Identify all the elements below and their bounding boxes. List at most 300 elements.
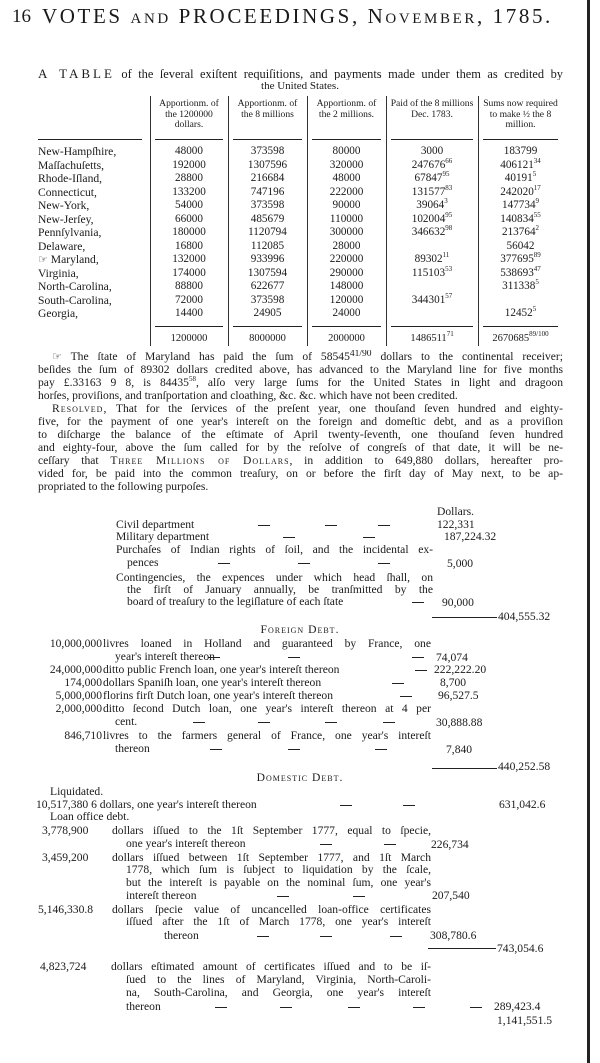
dollars-heading: Dollars. xyxy=(437,505,475,518)
table-cell xyxy=(150,199,228,212)
foreign-qty: 174,000 xyxy=(64,676,102,689)
table-cell xyxy=(386,253,478,266)
table-cell xyxy=(150,186,228,199)
table-cell xyxy=(478,226,563,239)
domestic-item-text: one year's intereſt thereon xyxy=(126,837,246,850)
state-label: Rhode-Iſland, xyxy=(38,172,103,185)
note-line-3 xyxy=(38,376,563,389)
cell-value: 3000 xyxy=(420,145,444,157)
table-title xyxy=(38,67,563,80)
table-cell xyxy=(228,307,307,320)
state-name xyxy=(38,145,116,158)
note-line-2: beſides the ſum of 89302 dollars credited above, has advanced to the Maryland line for five months xyxy=(38,363,563,376)
cell-value: 88800 xyxy=(175,280,203,292)
table-cell xyxy=(478,307,563,320)
cell-value: 39064 xyxy=(416,199,445,211)
cell-value: 131577 xyxy=(411,185,446,198)
table-cell xyxy=(150,145,228,158)
cell-value: 242020 xyxy=(500,185,534,198)
cell-value: 222000 xyxy=(329,185,364,198)
cell-value: 311338 xyxy=(502,280,536,292)
resolved-lead: Resolved, xyxy=(52,402,108,415)
cell-superscript: 89 xyxy=(533,251,541,259)
table-total xyxy=(150,332,228,345)
sum-rule xyxy=(432,617,497,618)
cell-value: 346632 xyxy=(411,226,446,238)
leader-dash xyxy=(325,525,337,526)
cell-value: 90000 xyxy=(332,199,361,211)
total-rule xyxy=(391,326,473,327)
resolve-line-7: propriated to the following purpoſes. xyxy=(38,480,209,493)
cell-superscript: 95 xyxy=(445,210,453,219)
table-cell xyxy=(386,291,478,307)
cell-value: 133200 xyxy=(172,185,206,198)
cell-value: 1200000 xyxy=(170,333,208,344)
pointing-hand-icon: ☞ xyxy=(52,350,62,363)
leader-dash xyxy=(208,657,220,658)
cell-superscript: 34 xyxy=(533,156,541,165)
foreign-item-text: livres loaned in Holland and guaranteed by France, one xyxy=(103,637,431,650)
cell-value: 24905 xyxy=(253,307,282,319)
indian-rights-line-2: pences xyxy=(127,556,159,569)
leader-dash xyxy=(353,896,365,897)
header-rule xyxy=(38,139,142,140)
domestic-amount: 289,423.4 xyxy=(494,1000,541,1013)
table-cell xyxy=(307,159,386,172)
cell-value: 377695 xyxy=(500,253,534,265)
table-cell xyxy=(386,183,478,199)
cell-value: 183799 xyxy=(503,145,538,157)
table-cell xyxy=(307,307,386,320)
cell-superscript: 89/100 xyxy=(529,330,549,338)
state-name xyxy=(38,294,112,307)
sum-rule xyxy=(428,948,496,949)
state-label: Georgia, xyxy=(38,307,79,320)
table-cell xyxy=(307,199,386,212)
domestic-item-text: dollars ſpecie value of uncancelled loan-office certificates xyxy=(112,903,431,916)
domestic-amount: 207,540 xyxy=(432,889,470,902)
table-cell xyxy=(478,145,563,158)
domestic-item-text: dollars iſſued to the 1ſt September 1777, equal to ſpecie, xyxy=(112,824,431,837)
table-cell xyxy=(150,159,228,172)
cell-value: 220000 xyxy=(329,253,364,265)
header-rule xyxy=(312,139,381,140)
foreign-amount: 74,074 xyxy=(436,651,468,664)
cell-value: 1307596 xyxy=(247,158,288,171)
domestic-qty: 5,146,330.8 xyxy=(38,903,94,916)
table-cell xyxy=(386,226,478,239)
cell-value: 12452 xyxy=(504,307,533,319)
table-cell xyxy=(150,240,228,253)
cell-value: 16800 xyxy=(175,239,203,252)
cell-value: 485679 xyxy=(250,212,285,225)
leader-dash xyxy=(378,525,390,526)
domestic-qty: 3,459,200 xyxy=(42,851,89,864)
leader-dash xyxy=(258,525,270,526)
leader-dash xyxy=(412,657,424,658)
contingencies-line-1: Contingencies, the expences under which head ſhall, on xyxy=(116,571,433,584)
leader-dash xyxy=(363,537,375,538)
table-title-line2: the United States. xyxy=(261,80,339,92)
cell-superscript: 83 xyxy=(445,183,453,192)
liquidated-line: 10,517,380 6 dollars, one year's intereſt thereon xyxy=(36,798,257,811)
table-cell xyxy=(150,280,228,293)
domestic-item-text: dollars eſtimated amount of certificates iſſued and to be iſ- xyxy=(111,960,431,973)
table-cell xyxy=(228,226,307,239)
table-cell xyxy=(478,156,563,172)
foreign-qty: 2,000,000 xyxy=(55,702,102,715)
leader-dash xyxy=(218,563,230,564)
column-header: Apportionm. of the 2 millions. xyxy=(316,98,377,120)
resolve-line-3: to diſcharge the balance of the eſtimate of April twenty-ſeventh, one thouſand ſeven hundred xyxy=(38,428,563,441)
cell-value: 56042 xyxy=(506,239,535,252)
cell-value: 28000 xyxy=(332,239,361,252)
purposes-total: 404,555.32 xyxy=(498,610,551,623)
liquidated-amount: 631,042.6 xyxy=(499,798,546,811)
table-cell xyxy=(307,253,386,266)
cell-value: 213764 xyxy=(501,226,536,238)
table-cell xyxy=(478,240,563,253)
leader-dash xyxy=(400,696,412,697)
cell-value: 89302 xyxy=(414,253,443,265)
column-header: Sums now required to make ½ the 8 million. xyxy=(483,98,558,130)
military-amount: 187,224.32 xyxy=(444,530,497,543)
state-label: Virginia, xyxy=(38,266,79,280)
state-name xyxy=(38,213,94,226)
resolve-text: That for the ſervices of the preſent year, one thouſand ſeven hundred and eighty- xyxy=(107,402,563,415)
cell-value: 1120794 xyxy=(248,226,287,238)
table-cell xyxy=(150,226,228,239)
table-cell xyxy=(307,172,386,185)
cell-superscript: 11 xyxy=(442,251,450,259)
table-total xyxy=(478,332,563,345)
cell-value: 140834 xyxy=(500,212,534,225)
cell-value: 66000 xyxy=(175,212,203,225)
cell-value: 102004 xyxy=(411,212,446,225)
resolve-line-1 xyxy=(52,402,563,415)
note-line-4: horſes, proviſions, and tranſportation and cloathing, &c. &c. which have not been credited. xyxy=(38,389,458,402)
leader-dash xyxy=(257,936,269,937)
table-cell xyxy=(150,253,228,266)
civil-department: Civil department xyxy=(116,518,195,531)
cell-value: 344301 xyxy=(411,293,446,306)
cell-value: 48000 xyxy=(175,145,203,157)
domestic-amount: 308,780.6 xyxy=(430,929,477,942)
contingencies-amount: 90,000 xyxy=(442,596,474,609)
resolve-line-4: and eighty-four, above the ſum called for by the reſolve of congreſs of that date, it will be ne- xyxy=(38,441,563,454)
state-name xyxy=(38,186,97,199)
column-header: Apportionm. of the 1200000 dollars. xyxy=(159,98,219,130)
table-cell xyxy=(228,145,307,158)
total-rule xyxy=(312,326,381,327)
cell-value: 538693 xyxy=(500,266,534,279)
leader-dash xyxy=(288,657,300,658)
running-title: VOTES and PROCEEDINGS, November, 1785. xyxy=(42,4,553,28)
table-title-rest: of the ſeveral exiſtent requiſitions, and payments made under them as credited by xyxy=(121,67,563,80)
cell-value: 373598 xyxy=(250,145,285,157)
state-name xyxy=(38,280,112,293)
domestic-item-text: na, South-Carolina, and Georgia, one year's intereſt xyxy=(126,986,431,999)
state-label: New-Jerſey, xyxy=(38,212,94,226)
note-fraction: 58 xyxy=(188,376,196,383)
foreign-qty: 5,000,000 xyxy=(55,689,102,702)
cell-value: 406121 xyxy=(500,158,534,171)
foreign-amount: 30,888.88 xyxy=(436,716,483,729)
header-rule xyxy=(155,139,223,140)
cell-superscript: 47 xyxy=(533,264,541,273)
table-cell xyxy=(307,213,386,226)
table-cell xyxy=(228,240,307,253)
state-name xyxy=(38,226,101,239)
cell-value: 373598 xyxy=(250,293,285,306)
leader-dash xyxy=(215,1007,227,1008)
cell-value: 373598 xyxy=(250,199,285,211)
state-label: Connecticut, xyxy=(38,185,97,199)
header-rule xyxy=(483,139,558,140)
cell-value: 300000 xyxy=(329,226,364,238)
table-cell xyxy=(150,213,228,226)
state-name xyxy=(38,240,85,253)
cell-value: 132000 xyxy=(172,253,206,265)
foreign-item-text: florins firſt Dutch loan, one year's intereſt thereon xyxy=(103,689,334,702)
page-number: 16 xyxy=(12,6,31,27)
cell-value: 148000 xyxy=(329,280,364,292)
cell-value: 747196 xyxy=(250,185,285,198)
leader-dash xyxy=(320,936,332,937)
table-cell xyxy=(150,267,228,280)
foreign-qty: 24,000,000 xyxy=(49,663,102,676)
loan-office-label: Loan office debt. xyxy=(50,810,130,823)
cell-superscript: 5 xyxy=(535,278,539,286)
cell-value: 72000 xyxy=(175,293,203,306)
state-label: South-Carolina, xyxy=(38,293,112,307)
domestic-item-text: iſſued after the 1ſt of March 1778, one year's intereſt xyxy=(126,915,431,928)
state-name xyxy=(38,159,104,172)
cell-superscript: 5 xyxy=(532,305,537,313)
table-cell xyxy=(228,253,307,266)
table-cell xyxy=(478,264,563,280)
domestic-qty: 3,778,900 xyxy=(42,824,89,837)
leader-dash xyxy=(383,722,395,723)
leader-dash xyxy=(193,722,205,723)
foreign-item-text: cent. xyxy=(115,715,138,728)
header-rule xyxy=(391,139,473,140)
table-cell xyxy=(386,172,478,185)
leader-dash xyxy=(392,683,404,684)
leader-dash xyxy=(288,749,300,750)
leader-dash xyxy=(470,1007,482,1008)
table-cell xyxy=(478,183,563,199)
resolve-line-6: vided for, be paid into the common treaſury, on or before the firſt day of May next, to be ap- xyxy=(38,467,563,480)
table-cell xyxy=(478,253,563,266)
cell-value: 120000 xyxy=(329,293,364,306)
cell-value: 115103 xyxy=(411,266,446,279)
leader-dash xyxy=(378,563,390,564)
foreign-amount: 7,840 xyxy=(446,743,473,756)
table-cell xyxy=(228,267,307,280)
leader-dash xyxy=(298,563,310,564)
leader-dash xyxy=(320,844,332,845)
resolve-line-5 xyxy=(38,454,563,467)
cell-superscript: 3 xyxy=(444,197,448,205)
cell-value: 933996 xyxy=(250,253,285,265)
table-cell xyxy=(386,264,478,280)
cell-value: 1486511 xyxy=(410,333,447,344)
table-cell xyxy=(386,210,478,226)
table-cell xyxy=(478,210,563,226)
military-department: Military department xyxy=(116,530,210,543)
table-cell xyxy=(150,172,228,185)
contingencies-line-3: board of treaſury to the legiſlature of each ſtate xyxy=(127,595,344,608)
leader-dash xyxy=(375,749,387,750)
leader-dash xyxy=(348,1007,360,1008)
foreign-item-text: ditto ſecond Dutch loan, one year's intereſt thereon at 4 per xyxy=(103,702,431,715)
table-cell xyxy=(150,294,228,307)
leader-dash xyxy=(384,844,396,845)
table-cell xyxy=(307,267,386,280)
table-total xyxy=(228,332,307,345)
table-cell xyxy=(386,145,478,158)
cell-superscript: 53 xyxy=(445,264,453,273)
cell-value: 112085 xyxy=(250,239,285,252)
cell-value: 622677 xyxy=(250,280,285,292)
column-header: Paid of the 8 millions Dec. 1783. xyxy=(390,98,474,120)
state-name xyxy=(38,307,78,320)
state-label: Maſſachuſetts, xyxy=(38,158,105,172)
domestic-qty: 4,823,724 xyxy=(40,960,87,973)
state-label: New-York, xyxy=(38,199,90,212)
leader-dash xyxy=(413,1007,425,1008)
table-cell xyxy=(478,172,563,185)
resolve-sum-smallcaps: Three Millions of Dollars xyxy=(110,454,290,467)
leader-dash xyxy=(390,936,402,937)
total-rule xyxy=(233,326,302,327)
total-rule xyxy=(483,326,558,327)
domestic-debt-heading: Domestic Debt. xyxy=(256,771,344,784)
resolve-text: ceſſary that xyxy=(38,454,111,467)
table-cell xyxy=(386,199,478,212)
note-text: dollars to the continental receiver; xyxy=(371,350,563,363)
cell-value: 40191 xyxy=(504,172,533,184)
table-total xyxy=(307,332,386,345)
table-cell xyxy=(228,294,307,307)
cell-value: 110000 xyxy=(329,212,364,225)
table-cell xyxy=(307,226,386,239)
cell-value: 1307594 xyxy=(247,266,288,279)
note-text: pay £.33163 9 8, is 84435 xyxy=(38,376,189,389)
table-cell xyxy=(228,159,307,172)
leader-dash xyxy=(412,602,424,603)
resolve-text: , in addition to 649,880 dollars, hereafter pro- xyxy=(289,454,563,467)
civil-amount: 122,331 xyxy=(437,518,475,531)
liquidated-label: Liquidated. xyxy=(50,785,104,798)
table-cell xyxy=(478,280,563,293)
note-fraction: 41/90 xyxy=(349,350,372,359)
leader-dash xyxy=(280,1007,292,1008)
foreign-item-text: livres to the farmers general of France, one year's intereſt xyxy=(103,729,431,742)
state-label: Pennſylvania, xyxy=(38,226,102,239)
foreign-amount: 8,700 xyxy=(440,676,467,689)
cell-value: 180000 xyxy=(172,226,206,238)
domestic-item-text: ſued to the lines of Maryland, Virginia, North-Caroli- xyxy=(126,973,431,986)
cell-superscript: 98 xyxy=(445,224,453,232)
cell-value: 24000 xyxy=(332,307,361,319)
table-cell xyxy=(228,186,307,199)
resolve-line-2: five, for the payment of one year's intereſt on the foreign and domeſtic debt, and as a proviſion xyxy=(38,415,563,428)
cell-superscript: 71 xyxy=(446,330,454,338)
indian-rights-line-1: Purchaſes of Indian rights of ſoil, and the incidental ex- xyxy=(116,543,433,556)
state-label: North-Carolina, xyxy=(38,280,112,293)
table-cell xyxy=(307,280,386,293)
cell-value: 28800 xyxy=(175,172,203,184)
foreign-item-text: thereon xyxy=(115,742,150,755)
foreign-total: 440,252.58 xyxy=(498,760,551,773)
state-label: New-Hampſhire, xyxy=(38,145,117,158)
cell-superscript: 17 xyxy=(533,183,541,192)
domestic-item-text: thereon xyxy=(164,929,199,942)
domestic-item-text: thereon xyxy=(126,1000,161,1013)
pointing-hand-icon: ☞ xyxy=(38,253,48,266)
cell-value: 216684 xyxy=(250,172,285,184)
cell-value: 290000 xyxy=(329,266,364,279)
state-name xyxy=(38,199,89,212)
cell-value: 48000 xyxy=(332,172,361,184)
cell-value: 247676 xyxy=(411,158,446,171)
table-cell xyxy=(478,199,563,212)
cell-superscript: 9 xyxy=(535,197,540,205)
table-cell xyxy=(307,186,386,199)
table-cell xyxy=(307,145,386,158)
cell-superscript: 95 xyxy=(442,170,450,178)
foreign-amount: 222,222.20 xyxy=(434,663,487,676)
domestic-item-text: intereſt thereon xyxy=(126,889,197,902)
cell-value: 67847 xyxy=(414,172,443,184)
contingencies-line-2: the firſt of January annually, be tranſmitted by the xyxy=(127,583,433,596)
table-cell xyxy=(228,172,307,185)
cell-value: 14400 xyxy=(175,307,203,319)
cell-value: 320000 xyxy=(329,158,364,171)
foreign-debt-heading: Foreign Debt. xyxy=(260,623,340,636)
leader-dash xyxy=(210,749,222,750)
page-edge xyxy=(587,0,590,1063)
state-label: Delaware, xyxy=(38,239,86,253)
foreign-item-text: ditto public French loan, one year's intereſt thereon xyxy=(103,663,340,676)
state-name xyxy=(38,172,102,185)
table-cell xyxy=(386,156,478,172)
state-name xyxy=(38,253,99,266)
note-line-1 xyxy=(52,350,563,363)
table-total xyxy=(386,332,478,345)
foreign-amount: 96,527.5 xyxy=(438,689,479,702)
leader-dash xyxy=(258,722,270,723)
cell-superscript: 2 xyxy=(535,224,540,232)
table-cell xyxy=(228,280,307,293)
leader-dash xyxy=(415,670,427,671)
leader-dash xyxy=(325,722,337,723)
cell-value: 2670685 xyxy=(492,333,530,344)
foreign-item-text: dollars Spaniſh loan, one year's intereſt thereon xyxy=(103,676,322,689)
leader-dash xyxy=(277,896,289,897)
leader-dash xyxy=(403,805,415,806)
cell-superscript: 57 xyxy=(445,291,453,300)
foreign-item-text: year's intereſt thereon xyxy=(115,650,215,663)
state-name xyxy=(38,267,79,280)
leader-dash xyxy=(283,537,295,538)
cell-superscript: 55 xyxy=(533,210,541,219)
cell-value: 8000000 xyxy=(249,333,286,344)
note-text: The ſtate of Maryland has paid the ſum of 58545 xyxy=(70,350,350,363)
cell-superscript: 5 xyxy=(532,170,537,178)
